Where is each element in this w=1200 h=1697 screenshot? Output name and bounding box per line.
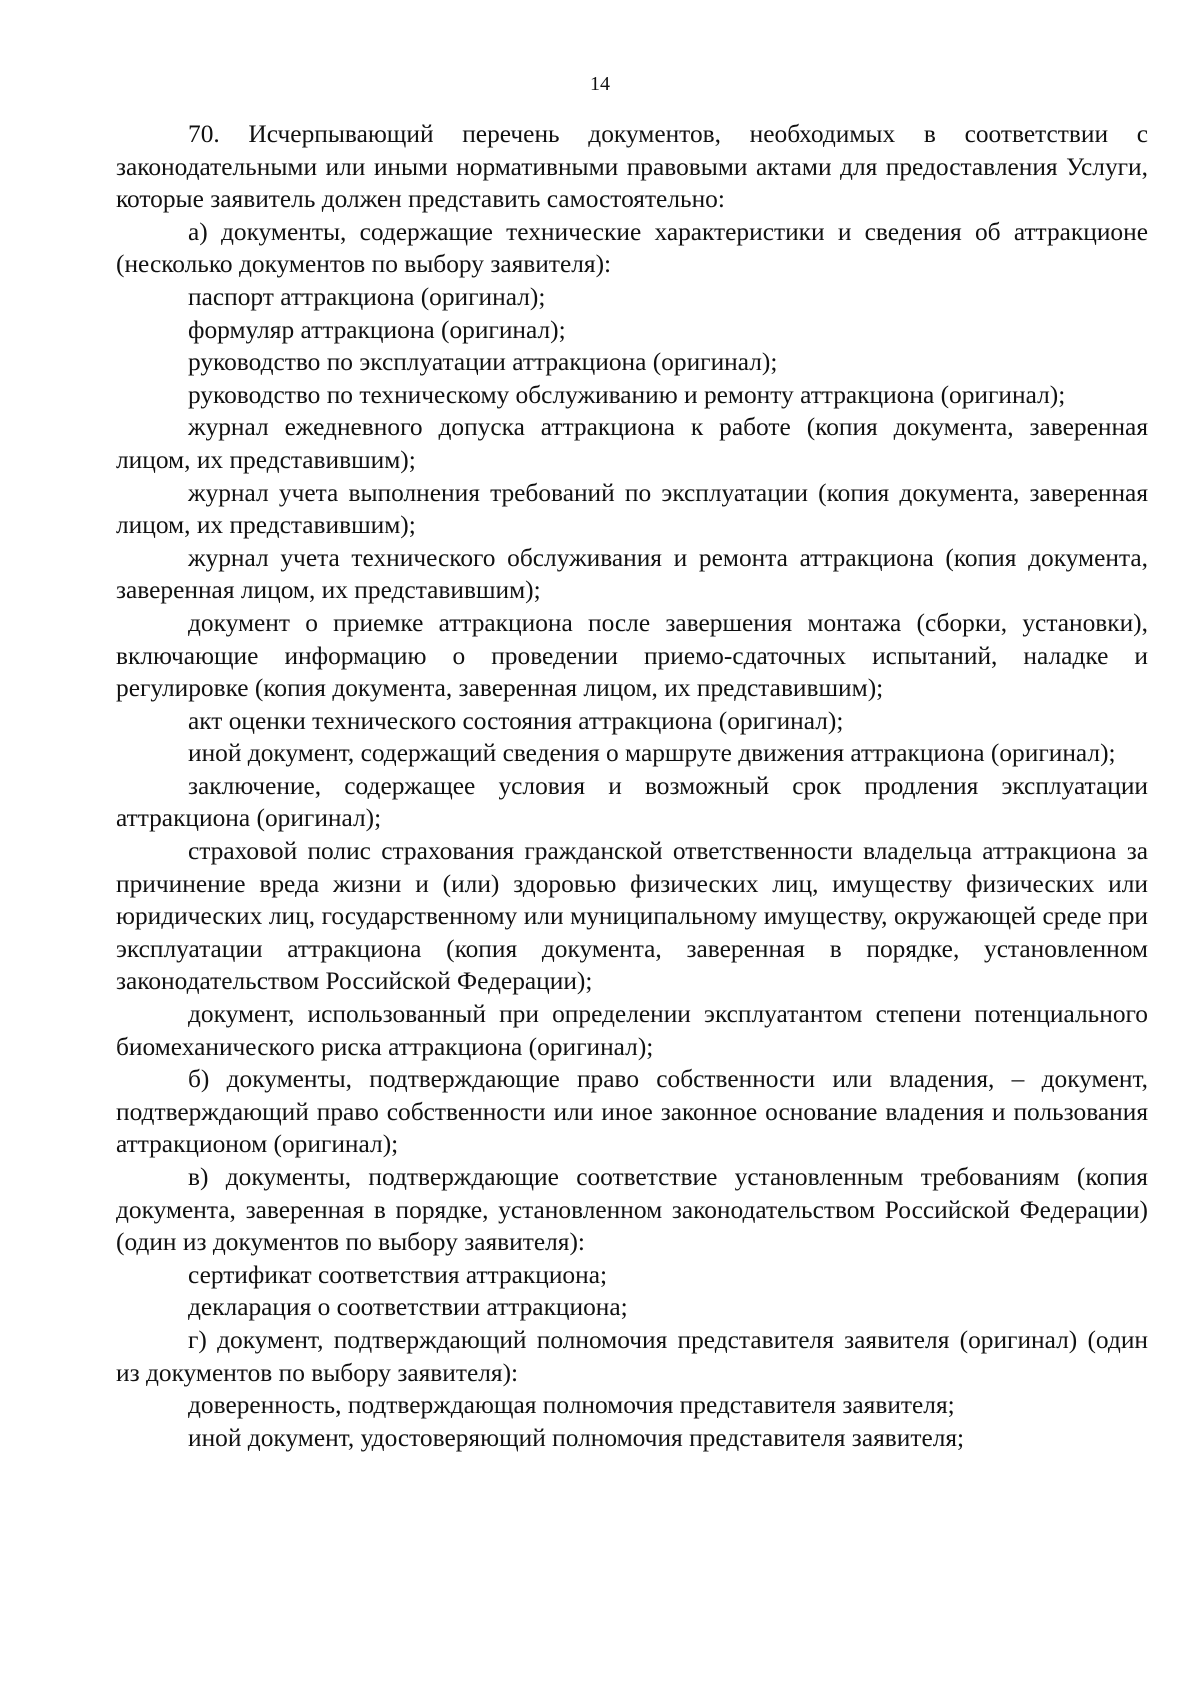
paragraph-g-header: г) документ, подтверждающий полномочия представителя заявителя (оригинал) (один из документов по выбору заявителя): xyxy=(116,1325,1148,1387)
list-item: руководство по эксплуатации аттракциона (оригинал); xyxy=(188,348,778,377)
list-item: формуляр аттракциона (оригинал); xyxy=(188,315,566,344)
list-item: журнал ежедневного допуска аттракциона к работе (копия документа, заверенная лицом, их представившим); xyxy=(116,413,1148,474)
list-item: заключение, содержащее условия и возможный срок продления эксплуатации аттракциона (оригинал); xyxy=(116,771,1148,833)
page-number: 14 xyxy=(590,73,610,95)
list-item: акт оценки технического состояния аттракциона (оригинал); xyxy=(188,706,844,735)
list-item: документ о приемке аттракциона после завершения монтажа (сборки, установки), включающие информацию о проведении приемо-сдаточных испытаний, наладке и регулировке (копия документа, заверенная лицом, их представившим); xyxy=(116,608,1148,703)
list-item: доверенность, подтверждающая полномочия представителя заявителя; xyxy=(188,1391,955,1420)
paragraph-70-intro: 70. Исчерпывающий перечень документов, необходимых в соответствии с законодательными или иными нормативными правовыми актами для предоставления Услуги, которые заявитель должен представить самостоятельно: xyxy=(116,120,1148,214)
list-item: иной документ, содержащий сведения о маршруте движения аттракциона (оригинал); xyxy=(188,739,1116,768)
list-item: страховой полис страхования гражданской ответственности владельца аттракциона за причинение вреда жизни и (или) здоровью физических лиц, имуществу физических или юридических лиц, государственному или муниципальному имуществу, окружающей среде при эксплуатации аттракциона (копия документа, заверенная в порядке, установленном законодательством Российской Федерации); xyxy=(116,837,1148,996)
paragraph-a-header: а) документы, содержащие технические характеристики и сведения об аттракционе (несколько документов по выбору заявителя): xyxy=(116,217,1148,279)
list-item: паспорт аттракциона (оригинал); xyxy=(188,282,546,311)
list-item: руководство по техническому обслуживанию и ремонту аттракциона (оригинал); xyxy=(188,380,1066,409)
list-item: декларация о соответствии аттракциона; xyxy=(188,1293,628,1322)
list-item: журнал учета выполнения требований по эксплуатации (копия документа, заверенная лицом, их представившим); xyxy=(116,478,1148,540)
list-item: документ, использованный при определении эксплуатантом степени потенциального биомеханического риска аттракциона (оригинал); xyxy=(116,1000,1148,1061)
list-item: журнал учета технического обслуживания и ремонта аттракциона (копия документа, заверенная лицом, их представившим); xyxy=(116,543,1148,605)
document-body xyxy=(116,118,1148,1454)
list-item: иной документ, удостоверяющий полномочия представителя заявителя; xyxy=(188,1423,965,1452)
list-item: сертификат соответствия аттракциона; xyxy=(188,1260,608,1289)
paragraph-v-header: в) документы, подтверждающие соответствие установленным требованиям (копия документа, заверенная в порядке, установленном законодательством Российской Федерации) (один из документов по выбору заявителя): xyxy=(116,1163,1148,1257)
paragraph-b-header: б) документы, подтверждающие право собственности или владения, – документ, подтверждающий право собственности или иное законное основание владения и пользования аттракционом (оригинал); xyxy=(116,1065,1148,1159)
